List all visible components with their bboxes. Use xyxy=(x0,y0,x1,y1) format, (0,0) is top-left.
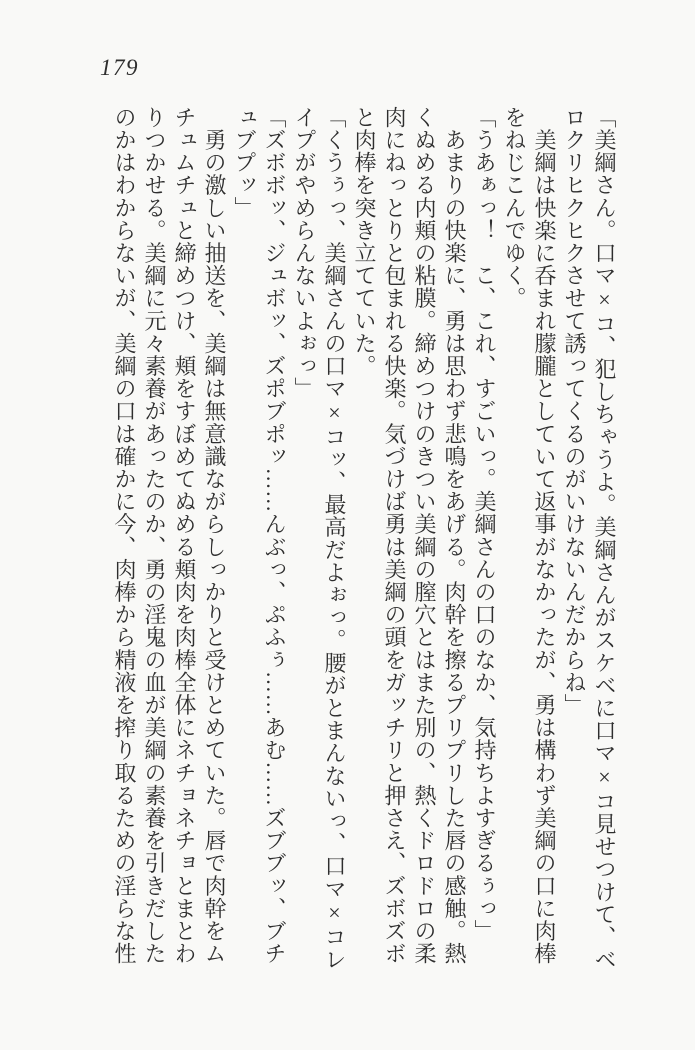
text-line: をねじこんでゆく。 xyxy=(502,106,527,310)
vertical-text-block xyxy=(109,106,619,976)
text-line: イプがやめらんないよぉっ」 xyxy=(292,106,317,400)
text-line: 肉にねっとりと包まれる快楽。気づけば勇は美綱の頭をガッチリと押さえ、ズボズボ xyxy=(382,106,407,965)
text-line: 「ズボボッ、ジュボッ、ズポブポッ……んぶっ、ぷふぅ……あむ……ズブブッ、ブチ xyxy=(262,106,287,965)
text-line: ロクリヒクヒクさせて誘ってくるのがいけないんだからね」 xyxy=(562,106,587,717)
text-line: ュブプッ」 xyxy=(232,106,257,219)
text-line: のかはわからないが、美綱の口は確かに今、肉棒から精液を搾り取るための淫らな性 xyxy=(112,106,137,965)
text-line: あまりの快楽に、勇は思わず悲鳴をあげる。肉幹を擦るプリプリした唇の感触。熱 xyxy=(442,106,467,965)
text-line: くぬめる内頬の粘膜。締めつけのきつい美綱の膣穴とはまた別の、熱くドロドロの柔 xyxy=(412,106,437,965)
text-line: 美綱は快楽に呑まれ朦朧としていて返事がなかったが、勇は構わず美綱の口に肉棒 xyxy=(532,106,557,965)
text-line: りつかせる。美綱に元々素養があったのか、勇の淫鬼の血が美綱の素養を引きだした xyxy=(142,106,167,965)
page-number: 179 xyxy=(100,55,139,80)
text-line: 「うあぁっ！ こ、これ、すごいっ。美綱さんの口のなか、気持ちよすぎるぅっ」 xyxy=(472,106,497,943)
text-line: と肉棒を突き立てていた。 xyxy=(352,106,377,378)
text-line: 勇の激しい抽送を、美綱は無意識ながらしっかりと受けとめていた。唇で肉幹をム xyxy=(202,106,227,965)
text-line: 「くうぅっ、美綱さんの口マ×コッ、最高だよぉっ。腰がとまんないっ、口マ×コレ xyxy=(322,106,347,971)
text-line: 「美綱さん。口マ×コ、犯しちゃうよ。美綱さんがスケベに口マ×コ見せつけて、ベ xyxy=(592,106,617,971)
text-line: チュムチュと締めつけ、頬をすぼめてぬめる頬肉を肉棒全体にネチョネチョとまとわ xyxy=(172,106,197,965)
